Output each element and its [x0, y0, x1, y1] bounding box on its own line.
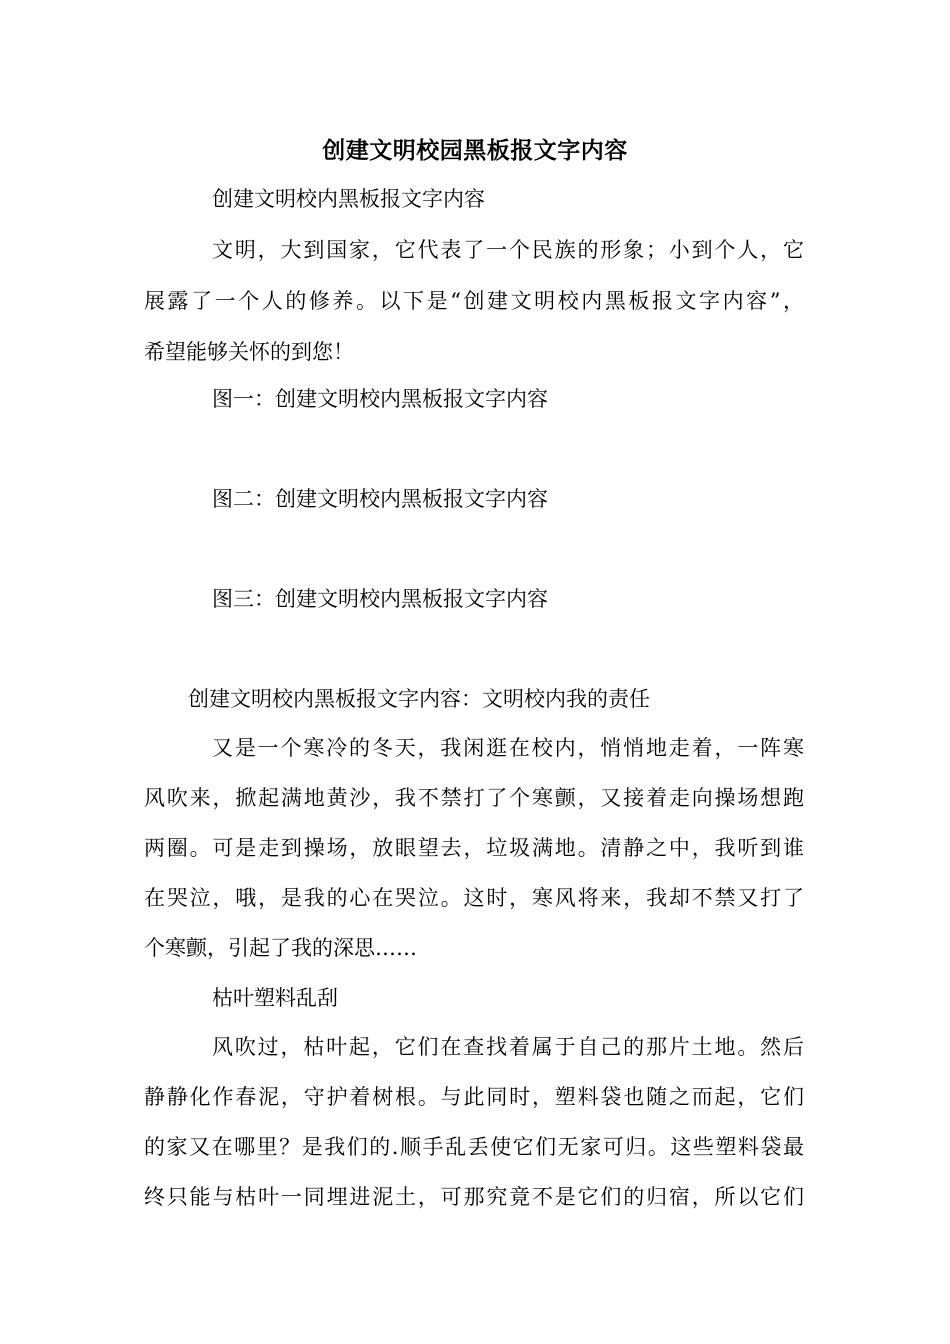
subheading: 枯叶塑料乱刮 — [212, 986, 338, 1010]
paragraph-line: 两圈。可是走到操场，放眼望去，垃圾满地。清静之中，我听到谁 — [144, 836, 804, 860]
figure-caption: 图三：创建文明校内黑板报文字内容 — [212, 587, 548, 611]
section-heading: 创建文明校内黑板报文字内容：文明校内我的责任 — [188, 687, 650, 711]
figure-caption: 图二：创建文明校内黑板报文字内容 — [212, 487, 548, 511]
intro-line: 希望能够关怀的到您！ — [144, 340, 354, 364]
paragraph-line: 个寒颤，引起了我的深思…… — [144, 936, 417, 960]
document-subtitle: 创建文明校内黑板报文字内容 — [212, 187, 485, 211]
paragraph-line: 在哭泣，哦，是我的心在哭泣。这时，寒风将来，我却不禁又打了 — [144, 886, 804, 910]
paragraph-line: 终只能与枯叶一同埋进泥土，可那究竟不是它们的归宿，所以它们 — [144, 1185, 804, 1209]
intro-line: 文明，大到国家，它代表了一个民族的形象；小到个人，它 — [212, 238, 804, 262]
figure-caption: 图一：创建文明校内黑板报文字内容 — [212, 387, 548, 411]
paragraph-line: 静静化作春泥，守护着树根。与此同时，塑料袋也随之而起，它们 — [144, 1085, 804, 1109]
paragraph-line: 又是一个寒冷的冬天，我闲逛在校内，悄悄地走着，一阵寒 — [212, 736, 804, 760]
paragraph-line: 的家又在哪里？是我们的.顺手乱丢使它们无家可归。这些塑料袋最 — [144, 1135, 804, 1159]
paragraph-line: 风吹过，枯叶起，它们在查找着属于自己的那片土地。然后 — [212, 1035, 804, 1059]
intro-line: 展露了一个人的修养。以下是“创建文明校内黑板报文字内容”， — [144, 289, 804, 313]
document-title: 创建文明校园黑板报文字内容 — [322, 137, 628, 164]
paragraph-line: 风吹来，掀起满地黄沙，我不禁打了个寒颤，又接着走向操场想跑 — [144, 786, 804, 810]
